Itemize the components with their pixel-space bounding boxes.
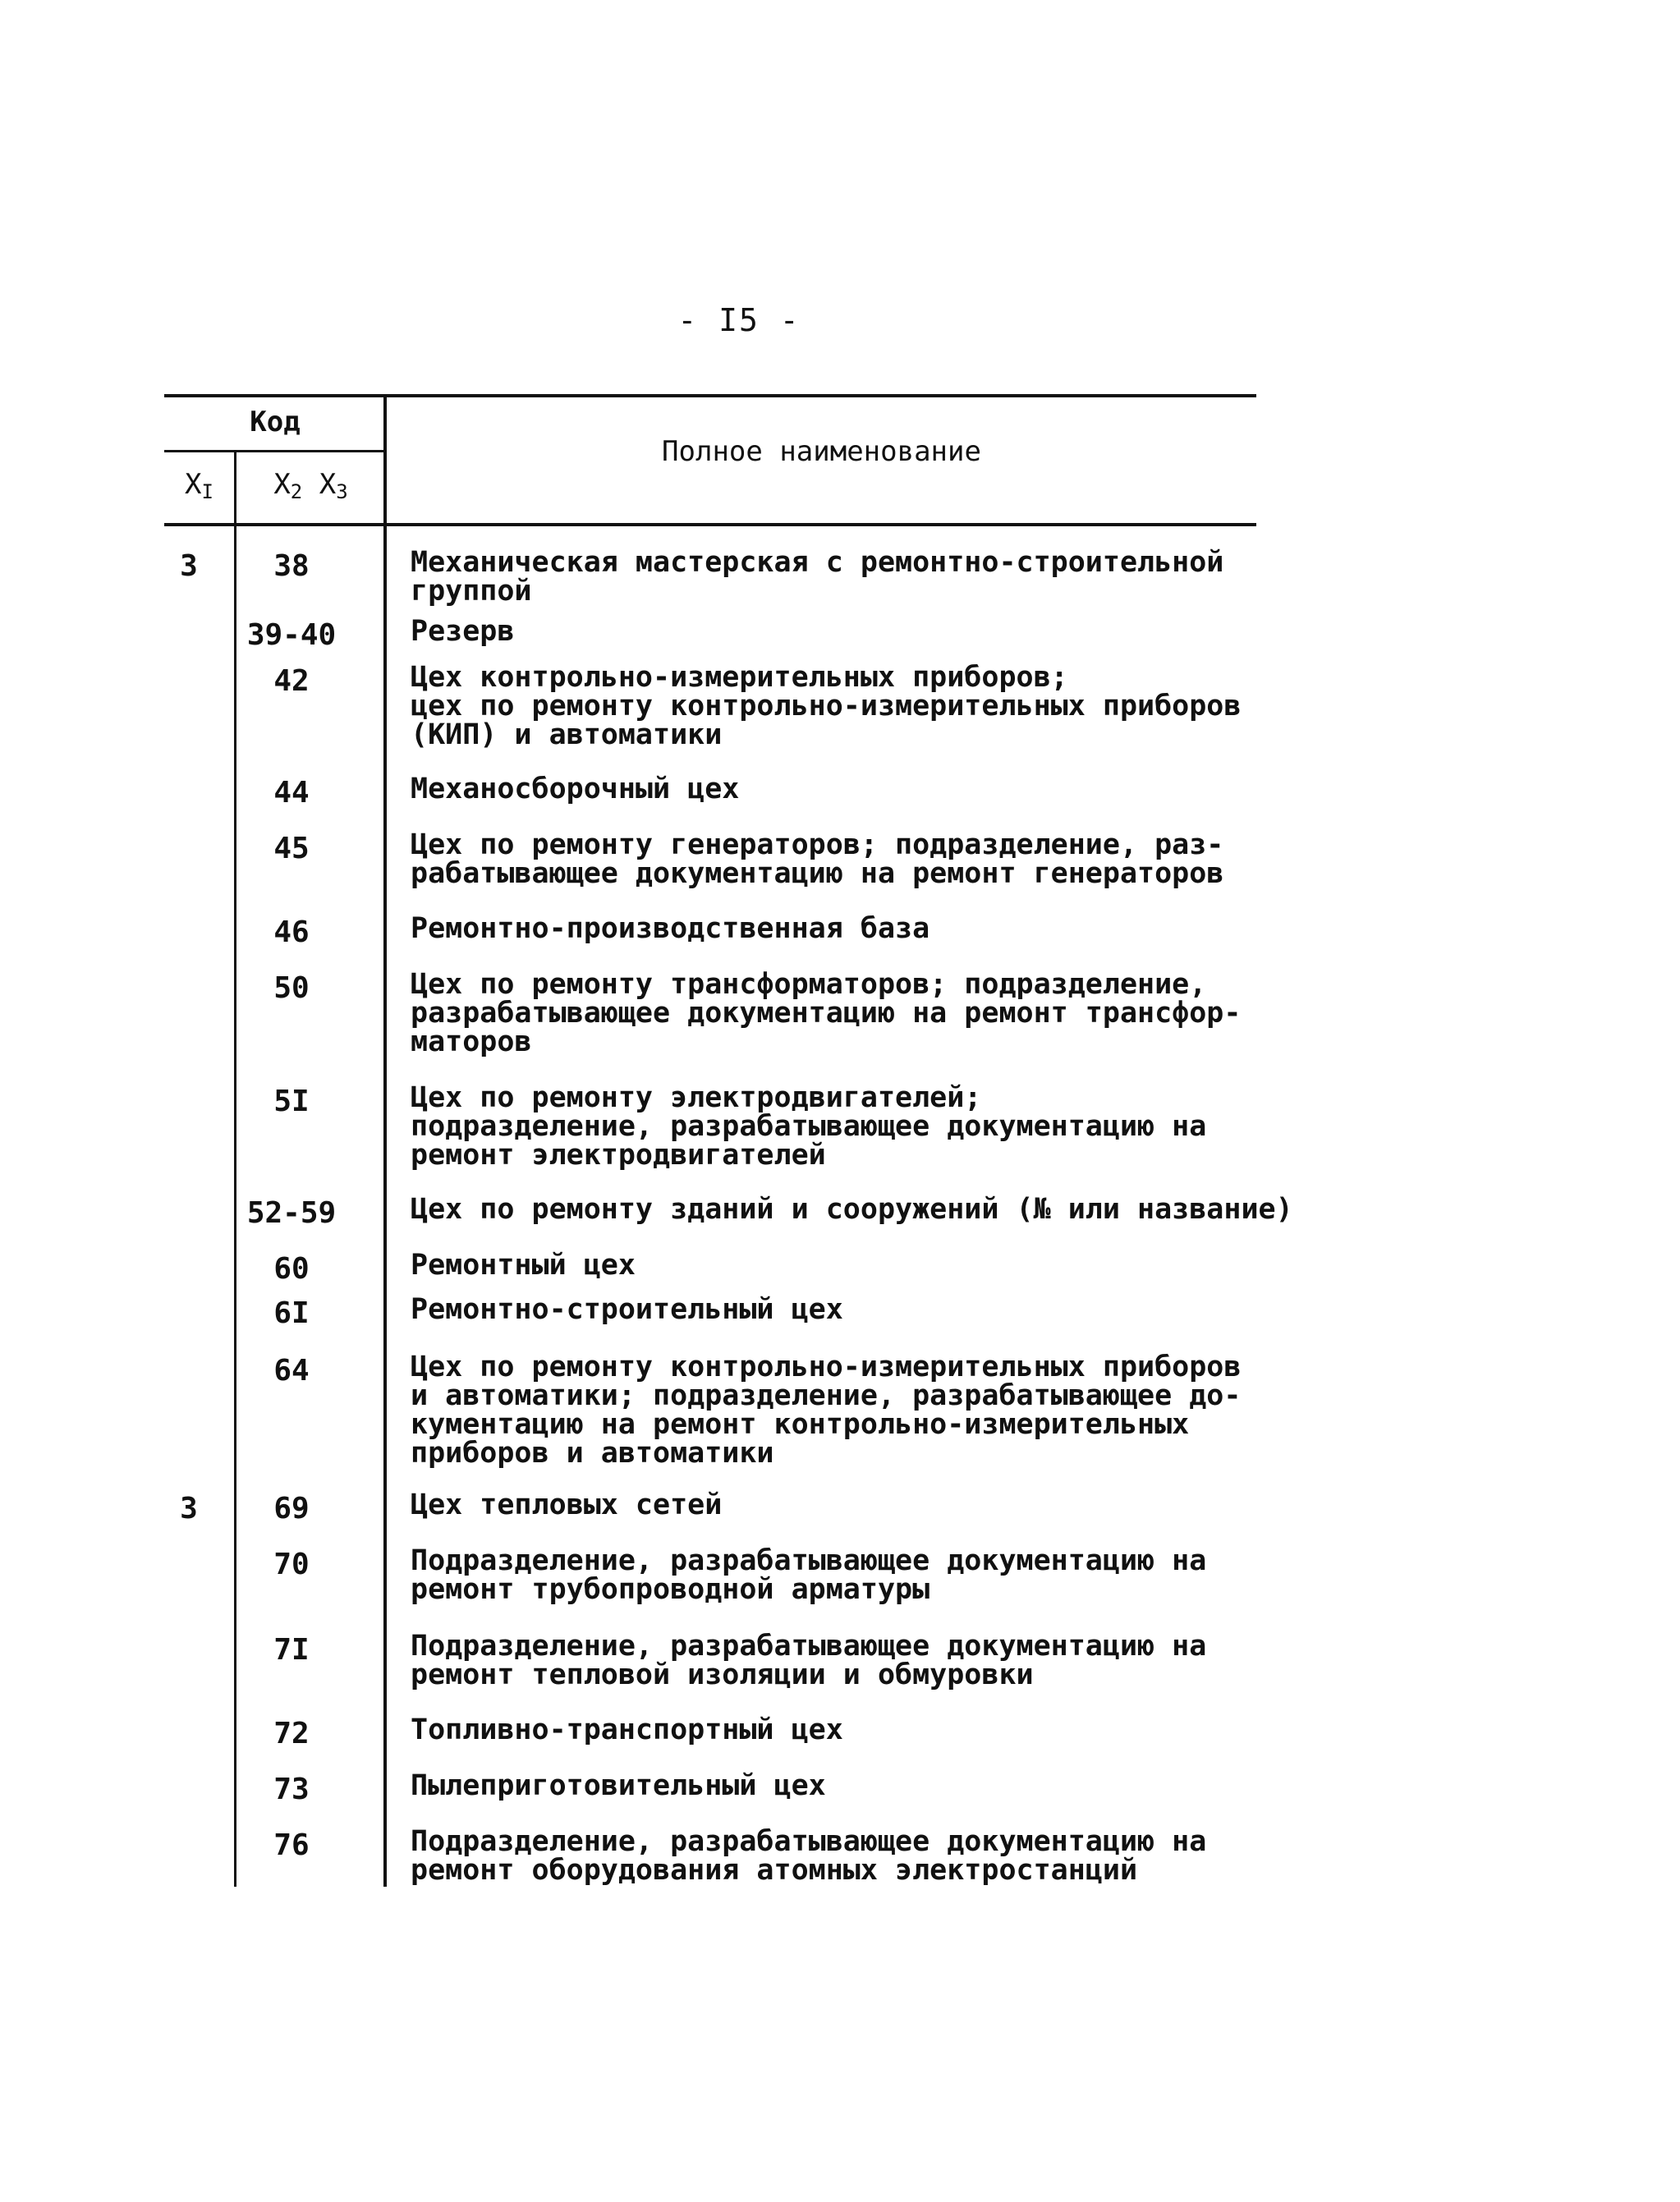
code-cell: 60 [273, 1252, 310, 1286]
table-top-rule [164, 394, 1256, 397]
name-cell: Цех по ремонту зданий и сооружений (№ или название) [411, 1193, 1293, 1226]
x3-header-subscript: 3 [336, 480, 348, 503]
name-cell: Ремонтно-производственная база [411, 912, 930, 945]
code-cell: 50 [273, 971, 310, 1005]
name-cell: Механосборочный цех [411, 773, 740, 805]
name-header [387, 435, 1256, 468]
name-cell: Резерв [411, 615, 515, 648]
name-cell: Ремонтный цех [411, 1249, 636, 1282]
code-cell: 76 [273, 1828, 310, 1862]
x2-header-letter: X [273, 468, 291, 501]
code-cell: 7I [273, 1633, 310, 1667]
code-cell: 64 [273, 1354, 310, 1388]
code-cell: 5I [273, 1085, 310, 1118]
x1-header-letter: X [185, 468, 202, 501]
name-cell: Цех по ремонту контрольно-измерительных приборов и автоматики; подразделение, разрабатывающее до- кументацию на ремонт контрольно-измерительных приборов и автоматики [411, 1351, 1242, 1470]
code-cell: 38 [273, 549, 310, 583]
code-name-divider [383, 396, 387, 1887]
name-cell: Цех тепловых сетей [411, 1489, 723, 1521]
name-cell: Цех по ремонту электродвигателей; подразделение, разрабатывающее документацию на ремонт электродвигателей [411, 1081, 1207, 1172]
code-header [164, 406, 386, 438]
code-cell: 44 [273, 776, 310, 810]
x1-cell: 3 [180, 1492, 198, 1525]
name-header-label: Полное наименование [662, 435, 981, 468]
x1-header-subscript: I [201, 480, 213, 503]
header-bottom-rule [164, 523, 1256, 526]
name-cell: Пылеприготовительный цех [411, 1769, 826, 1802]
code-cell: 73 [273, 1773, 310, 1806]
name-cell: Подразделение, разрабатывающее документацию на ремонт оборудования атомных электростанций [411, 1825, 1207, 1887]
name-cell: Механическая мастерская с ремонтно-строительной группой [411, 546, 1224, 608]
code-subheader-rule [164, 450, 386, 452]
name-cell: Цех по ремонту генераторов; подразделение, раз- рабатывающее документацию на ремонт генераторов [411, 828, 1224, 890]
code-cell: 72 [273, 1717, 310, 1750]
code-cell: 46 [273, 915, 310, 949]
code-cell: 70 [273, 1548, 310, 1581]
code-cell: 42 [273, 664, 310, 698]
code-cell: 6I [273, 1296, 310, 1330]
x2-header-subscript: 2 [290, 480, 303, 503]
x1-header [164, 468, 234, 508]
x1-cell: 3 [180, 549, 198, 583]
code-cell: 45 [273, 832, 310, 865]
name-cell: Топливно-транспортный цех [411, 1713, 843, 1746]
code-cell: 39-40 [246, 618, 337, 652]
name-cell: Подразделение, разрабатывающее документацию на ремонт тепловой изоляции и обмуровки [411, 1630, 1207, 1691]
x2x3-header [238, 468, 383, 508]
code-header-label: Код [250, 406, 301, 438]
name-cell: Цех контрольно-измерительных приборов; цех по ремонту контрольно-измерительных приборов (КИП) и автоматики [411, 661, 1242, 751]
name-cell: Ремонтно-строительный цех [411, 1293, 843, 1326]
code-cell: 52-59 [246, 1196, 337, 1230]
name-cell: Цех по ремонту трансформаторов; подразделение, разрабатывающее документацию на ремонт трансфор- маторов [411, 968, 1242, 1058]
x3-header-letter: X [319, 468, 337, 501]
page-number: - I5 - [677, 302, 801, 338]
code-cell: 69 [273, 1492, 310, 1525]
name-cell: Подразделение, разрабатывающее документацию на ремонт трубопроводной арматуры [411, 1544, 1207, 1606]
